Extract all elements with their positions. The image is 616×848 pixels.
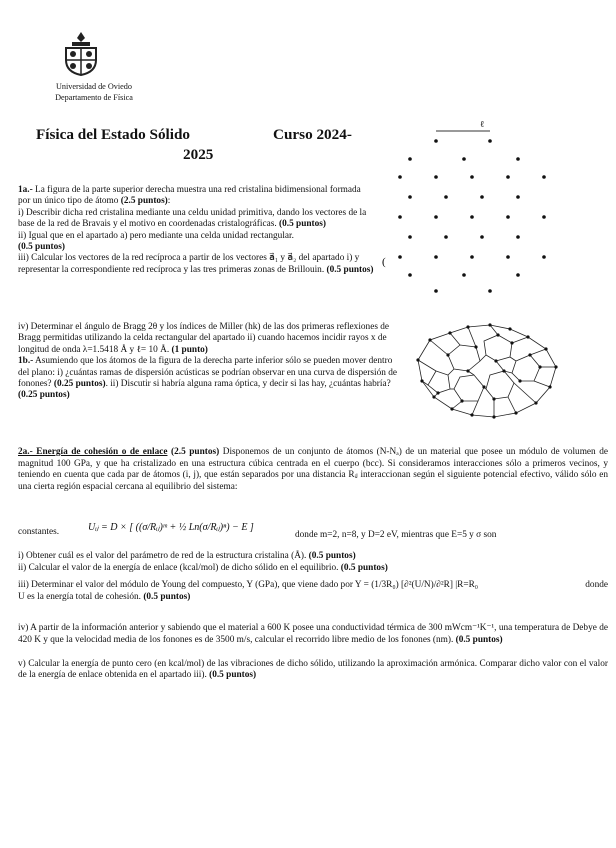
lattice-point xyxy=(506,215,510,219)
q2-iii-donde: donde xyxy=(585,580,608,591)
question-2a xyxy=(18,447,608,682)
hexagonal-lattice-figure xyxy=(380,115,560,300)
lattice-spacing-label: ℓ xyxy=(480,119,485,129)
q2-item-i: i) Obtener cuál es el valor del parámetro de red de la estructura cristalina (Å). xyxy=(18,550,307,561)
lattice-point xyxy=(434,215,438,219)
q1-iii-points: (0.5 puntos) xyxy=(326,264,374,275)
lattice-point xyxy=(542,175,546,179)
q1-item-ii: ii) Igual que en el apartado a) pero mediante una celda unidad rectangular. xyxy=(18,230,294,241)
lattice-point xyxy=(542,255,546,259)
q1-item-iii: iii) Calcular los vectores de la red recíproca a partir de los vectores a⃗₁ y a⃗₂ del apartado i) y representar la correspondiente red recíproca y las tres primeras zonas de Brillouin. xyxy=(18,253,360,275)
q2-item-iv: iv) A partir de la información anterior y sabiendo que el material a 600 K posee una conductividad térmica de 300 mWcm⁻¹K⁻¹, una temperatura de Debye de 420 K y que la velocidad media de los fonones es de 3500 m/s, calcular el recorrido libre medio de los fonones (nm). xyxy=(18,623,608,645)
q1-item-iv: iv) Determinar el ángulo de Bragg 2θ y los índices de Miller (hk) de las dos primeras reflexiones de Bragg permitidas utilizando la celda rectangular del apartado ii) cuando hacemos incidir rayos x de longitud de onda λ=1.5418 Å y ℓ= 10 Å. xyxy=(18,322,390,355)
lattice-point xyxy=(470,175,474,179)
q2-i-points: (0.5 puntos) xyxy=(308,550,356,561)
lattice-point xyxy=(470,215,474,219)
university-name: Universidad de Oviedo xyxy=(56,82,132,91)
course-year: 2025 xyxy=(183,146,214,163)
q2-item-ii: ii) Calcular el valor de la energía de enlace (kcal/mol) de dicho sólido en el equilibrio. xyxy=(18,562,339,573)
q1-i-points: (0.5 puntos) xyxy=(279,219,327,230)
quasicrystal-figure xyxy=(398,305,578,425)
lattice-point xyxy=(516,195,520,199)
lattice-point xyxy=(488,139,492,143)
q1-item-i: i) Describir dicha red cristalina mediante una celdu unidad primitiva, dando los vectores de la base de la red de Bravais y el motivo en coordenadas cristalográficas. xyxy=(18,207,367,230)
lattice-point xyxy=(434,255,438,259)
q2-v-points: (0.5 puntos) xyxy=(209,670,257,681)
q1-lead: 1a.- xyxy=(18,185,33,195)
course-label: Curso 2024- xyxy=(273,126,352,143)
q2-iii-points: (0.5 puntos) xyxy=(143,591,191,602)
department-name: Departamento de Física xyxy=(55,93,133,102)
q2-iv-points: (0.5 puntos) xyxy=(455,634,503,645)
q1-ii-points: (0.5 puntos) xyxy=(18,242,66,253)
formula-parameters: donde m=2, n=8, y D=2 eV, mientras que E=5 y σ son xyxy=(295,530,497,540)
lattice-point xyxy=(434,139,438,143)
q2-item-v: v) Calcular la energía de punto cero (en kcal/mol) de las vibraciones de dicho sólido, utilizando la aproximación armónica. Comparar dicho valor con el valor de la energía de enlace obtenida en el apartado iii). xyxy=(18,658,608,681)
q2-heading: 2a.- Energía de cohesión o de enlace xyxy=(18,447,168,457)
lattice-points xyxy=(398,139,546,293)
potential-formula: Uᵢⱼ = D × [ ((σ/Rᵢⱼ)ᵐ + ½ Ln(σ/Rᵢⱼ)ⁿ) − E ] xyxy=(88,522,254,533)
q2-item-iii-b: U es la energía total de cohesión. xyxy=(18,591,141,602)
university-crest-icon xyxy=(58,30,104,76)
lattice-point xyxy=(516,235,520,239)
q1b-text-2: . ii) Discutir si habría alguna rama óptica, y decir si las hay, ¿cuántas habría? xyxy=(105,379,391,390)
university-header xyxy=(44,81,144,103)
lattice-point xyxy=(398,175,402,179)
lattice-point xyxy=(506,255,510,259)
question-1a: 1a.- La figura de la parte superior derecha muestra una red cristalina bidimensional formada por un único tipo de átomo (2.5 puntos): i) Describir dicha red cristalina mediante una celdu unidad primitiva, dando los vectores de la base de la red de Bravais y el motivo en coordenadas cristalográficas. (0.5 puntos) ii) Igual que en el apartado a) pero mediante una celda unidad rectangular. (0.5 puntos) iii) Calcular los vectores de la red recíproca a partir de los vectores a⃗₁ y a⃗₂ del apartado i) y representar la correspondiente red recíproca y las tres primeras zonas de Brillouin. (0.5 puntos) xyxy=(18,185,374,275)
q1b-points-1: (0.25 puntos) xyxy=(53,379,106,390)
q2-intro: Disponemos de un conjunto de átomos (N-Nₐ) de un material que posee un módulo de volumen de magnitud 100 GPa, y que ha cristalizado en una estructura cúbica centrada en el cuerpo (bcc). Si consideramos interacciones sólo a primeros vecinos, y teniendo en cuenta que cada par de átomos (i, j), que están separados por una distancia Rᵢⱼ interaccionan según el siguiente potencial efectivo, válido sólo en una cierta región espacial cercana al equilibrio del sistema: xyxy=(18,447,609,492)
lattice-point xyxy=(398,215,402,219)
lattice-point xyxy=(408,157,412,161)
q1b-points-2: (0.25 puntos) xyxy=(18,390,70,401)
lattice-point xyxy=(398,255,402,259)
q1-intro: La figura de la parte superior derecha muestra una red cristalina bidimensional formada por un único tipo de átomo xyxy=(18,185,361,207)
lattice-point xyxy=(516,157,520,161)
q2-constantes: constantes. xyxy=(18,527,60,538)
lattice-point xyxy=(444,195,448,199)
lattice-point xyxy=(462,273,466,277)
q1-iv-points: (1 punto) xyxy=(171,344,208,355)
lattice-point xyxy=(488,289,492,293)
q2-heading-points: (2.5 puntos) xyxy=(171,447,220,457)
lattice-point xyxy=(408,235,412,239)
svg-text:(: ( xyxy=(382,256,386,268)
lattice-point xyxy=(408,195,412,199)
question-1a-cont xyxy=(18,322,402,402)
lattice-point xyxy=(462,157,466,161)
lattice-point xyxy=(434,175,438,179)
lattice-point xyxy=(444,235,448,239)
lattice-point xyxy=(516,273,520,277)
page-title: Física del Estado Sólido xyxy=(36,126,191,143)
q2-item-iii: iii) Determinar el valor del módulo de Young del compuesto, Y (GPa), que viene dado por Y = (1/3R₀) [∂²(U/N)/∂²R] |R=R₀ xyxy=(18,580,479,591)
lattice-point xyxy=(434,289,438,293)
lattice-point xyxy=(480,235,484,239)
lattice-point xyxy=(408,273,412,277)
lattice-point xyxy=(470,255,474,259)
lattice-point xyxy=(480,195,484,199)
q1b-lead: 1b.- xyxy=(18,356,34,367)
q2-ii-points: (0.5 puntos) xyxy=(340,562,388,573)
q1b-text: Asumiendo que los átomos de la figura de la derecha parte inferior sólo se pueden mover dentro del plano: i) ¿cuántas ramas de dispersión acústicas se podrían observar en una curva de dispersión de fonones? xyxy=(18,356,397,390)
q1-intro-points: (2.5 puntos) xyxy=(120,196,168,207)
lattice-point xyxy=(506,175,510,179)
lattice-point xyxy=(542,215,546,219)
